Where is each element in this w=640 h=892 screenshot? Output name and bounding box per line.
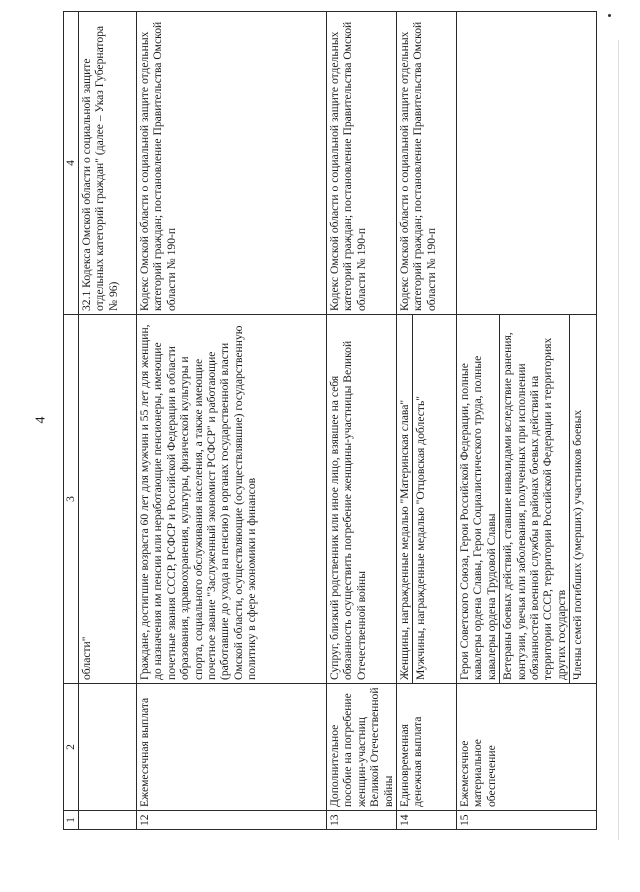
benefit-name <box>79 684 137 811</box>
legal-basis: Кодекс Омской области о социальной защите отдельных категорий граждан; постановление Правительства Омской области № 190-п <box>327 12 397 315</box>
benefit-name: Ежемесячная выплата <box>137 684 327 811</box>
column-header-4: 4 <box>64 12 79 315</box>
row-number <box>79 811 137 830</box>
recipient-category: Женщины, награжденные медалью "Материнская слава" <box>398 399 412 680</box>
column-header-1: 1 <box>64 811 79 830</box>
recipient-category-group <box>457 315 597 684</box>
row-number: 12 <box>137 811 327 830</box>
table-row <box>79 12 137 830</box>
recipient-category: Ветераны боевых действий, ставшие инвалидами вследствие ранения, контузии, увечья или заболевания, полученных при исполнении обязанностей военной службы в районах боевых действий на территории СССР, территории Российской Федерации и территориях других государств <box>499 315 569 683</box>
recipient-category: Члены семей погибших (умерших) участников боевых <box>569 315 585 683</box>
benefit-name: Дополнительное пособие на погребение женщин-участниц Великой Отечественной войны <box>327 684 397 811</box>
recipient-category: Мужчины, награжденные медалью "Отцовская доблесть" <box>412 315 428 683</box>
benefits-table <box>63 11 597 830</box>
page-number: 4 <box>33 416 48 424</box>
table-row <box>457 12 597 830</box>
recipient-category-group <box>397 315 457 684</box>
legal-basis <box>457 12 597 315</box>
row-number: 14 <box>397 811 457 830</box>
rotated-table-container <box>63 12 597 830</box>
legal-basis: Кодекс Омской области о социальной защите отдельных категорий граждан; постановление Правительства Омской области № 190-п <box>137 12 327 315</box>
recipient-category: Граждане, достигшие возраста 60 лет для мужчин и 55 лет для женщин, до назначения им пенсии или неработающие пенсионеры, имеющие почетные звания СССР, РСФСР и Российской Федерации в области образования, здравоохранения, культуры, физической культуры и спорта, социального обслуживания населения, а также имеющие почетное звание "Заслуженный экономист РСФСР" и работающие (работавшие до ухода на пенсию) в органах государственной власти Омской области, осуществляющие (осуществлявшие) государственную политику в сфере экономики и финансов <box>137 315 327 684</box>
legal-basis: Кодекс Омской области о социальной защите отдельных категорий граждан; постановление Правительства Омской области № 190-п <box>397 12 457 315</box>
row-number: 15 <box>457 811 597 830</box>
column-header-2: 2 <box>64 684 79 811</box>
column-header-3: 3 <box>64 315 79 684</box>
page-edge-shadow <box>618 40 619 840</box>
row-number: 13 <box>327 811 397 830</box>
recipient-category: области" <box>79 315 137 684</box>
recipient-category: Супруг, близкий родственник или иное лицо, взявшее на себя обязанность осуществить погребение женщины-участницы Великой Отечественной войны <box>327 315 397 684</box>
benefit-name: Единовременная денежная выплата <box>397 684 457 811</box>
benefit-name: Ежемесячное материальное обеспечение <box>457 684 597 811</box>
table-row <box>397 12 457 830</box>
recipient-category: Герои Советского Союза, Герои Российской Федерации, полные кавалеры ордена Славы, Герои Социалистического труда, полные кавалеры ордена Трудовой Славы <box>458 355 498 680</box>
table-row <box>137 12 327 830</box>
column-number-row <box>64 12 79 830</box>
scan-speck <box>608 14 611 17</box>
legal-basis: 32.1 Кодекса Омской области о социальной защите отдельных категорий граждан" (далее – Указ Губернатора № 96) <box>79 12 137 315</box>
table-rotation-frame <box>63 12 597 830</box>
table-row <box>327 12 397 830</box>
